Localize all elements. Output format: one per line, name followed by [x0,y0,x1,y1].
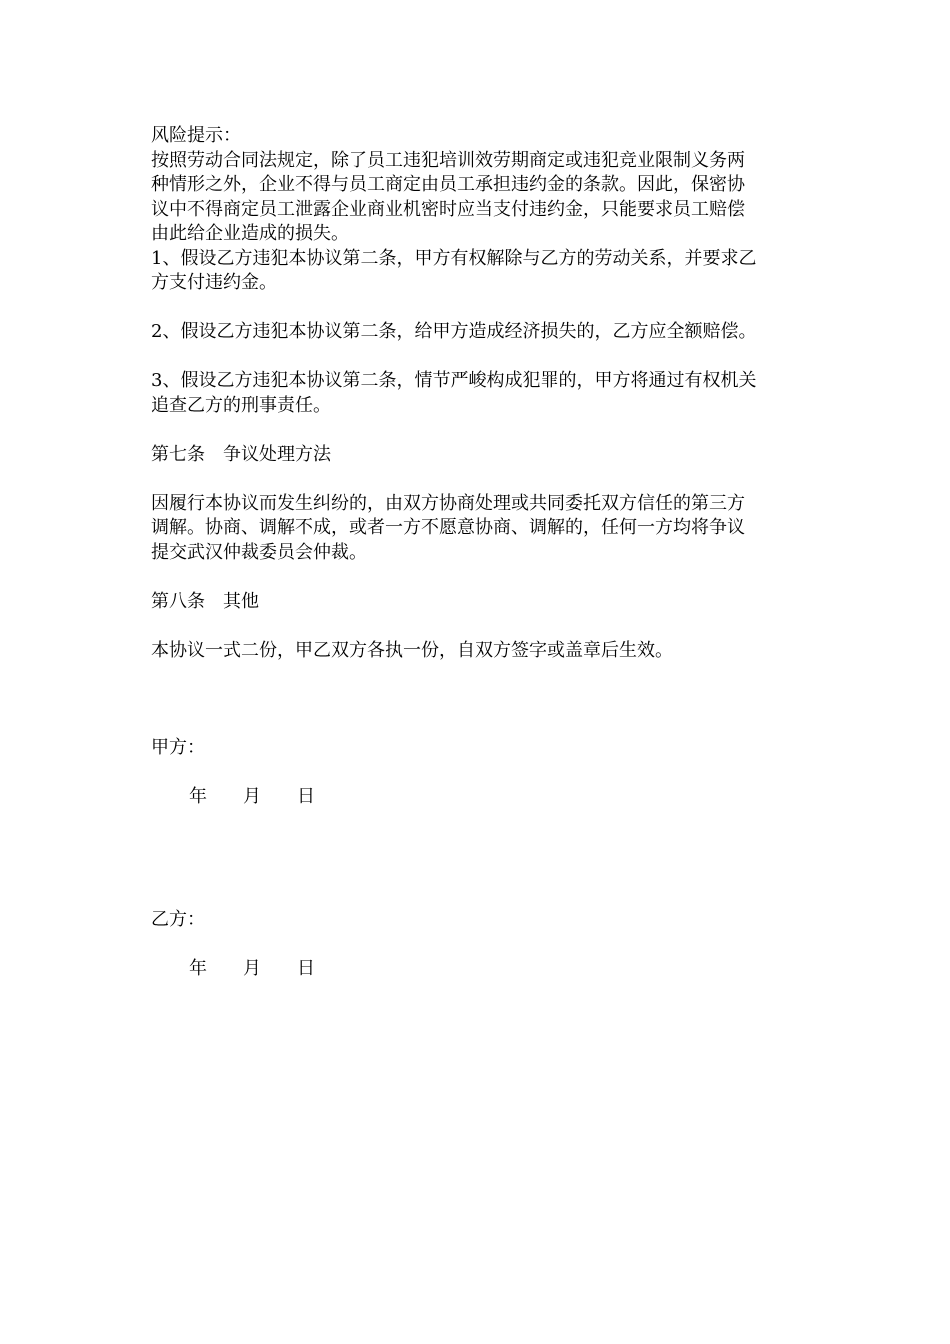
article-title: 第七条 争议处理方法 [151,443,331,465]
risk-notice [151,124,801,247]
spacer [151,663,801,736]
article-line: 提交武汉仲裁委员会仲裁。 [151,541,367,563]
clause-line: 2、假设乙方违犯本协议第二条，给甲方造成经济损失的，乙方应全额赔偿。 [151,321,757,342]
clause-item-2 [151,320,801,345]
party-a-date: 年 月 日 [189,786,315,807]
risk-line: 由此给企业造成的损失。 [151,223,349,244]
article-8-body [151,639,801,664]
clause-line: 方支付违约金。 [151,272,277,293]
article-line: 本协议一式二份，甲乙双方各执一份，自双方签字或盖章后生效。 [151,639,673,661]
clause-item-1 [151,247,801,296]
spacer [151,296,801,321]
clause-line: 3、假设乙方违犯本协议第二条，情节严峻构成犯罪的，甲方将通过有权机关 [151,370,757,391]
spacer [151,932,801,957]
party-b-signature [151,908,801,982]
party-a-signature [151,736,801,810]
document-page [151,124,801,981]
article-line: 因履行本协议而发生纠纷的，由双方协商处理或共同委托双方信任的第三方 [151,492,745,514]
clause-item-3 [151,369,801,418]
risk-line: 种情形之外，企业不得与员工商定由员工承担违约金的条款。因此，保密协 [151,174,745,195]
spacer [151,418,801,443]
article-title: 第八条 其他 [151,590,259,612]
spacer [151,345,801,370]
party-a-label: 甲方： [151,737,205,758]
spacer [151,565,801,590]
risk-line: 议中不得商定员工泄露企业商业机密时应当支付违约金，只能要求员工赔偿 [151,198,745,220]
article-line: 调解。协商、调解不成，或者一方不愿意协商、调解的，任何一方均将争议 [151,517,745,538]
clause-line: 追查乙方的刑事责任。 [151,394,331,416]
spacer [151,761,801,786]
spacer [151,810,801,908]
spacer [151,614,801,639]
risk-title: 风险提示： [151,125,241,146]
party-b-label: 乙方： [151,908,205,930]
clause-line: 1、假设乙方违犯本协议第二条，甲方有权解除与乙方的劳动关系，并要求乙 [151,247,757,269]
article-7-body [151,492,801,566]
article-7-heading [151,443,801,468]
risk-line: 按照劳动合同法规定，除了员工违犯培训效劳期商定或违犯竞业限制义务两 [151,149,745,171]
article-8-heading [151,590,801,615]
spacer [151,467,801,492]
party-b-date: 年 月 日 [189,957,315,979]
